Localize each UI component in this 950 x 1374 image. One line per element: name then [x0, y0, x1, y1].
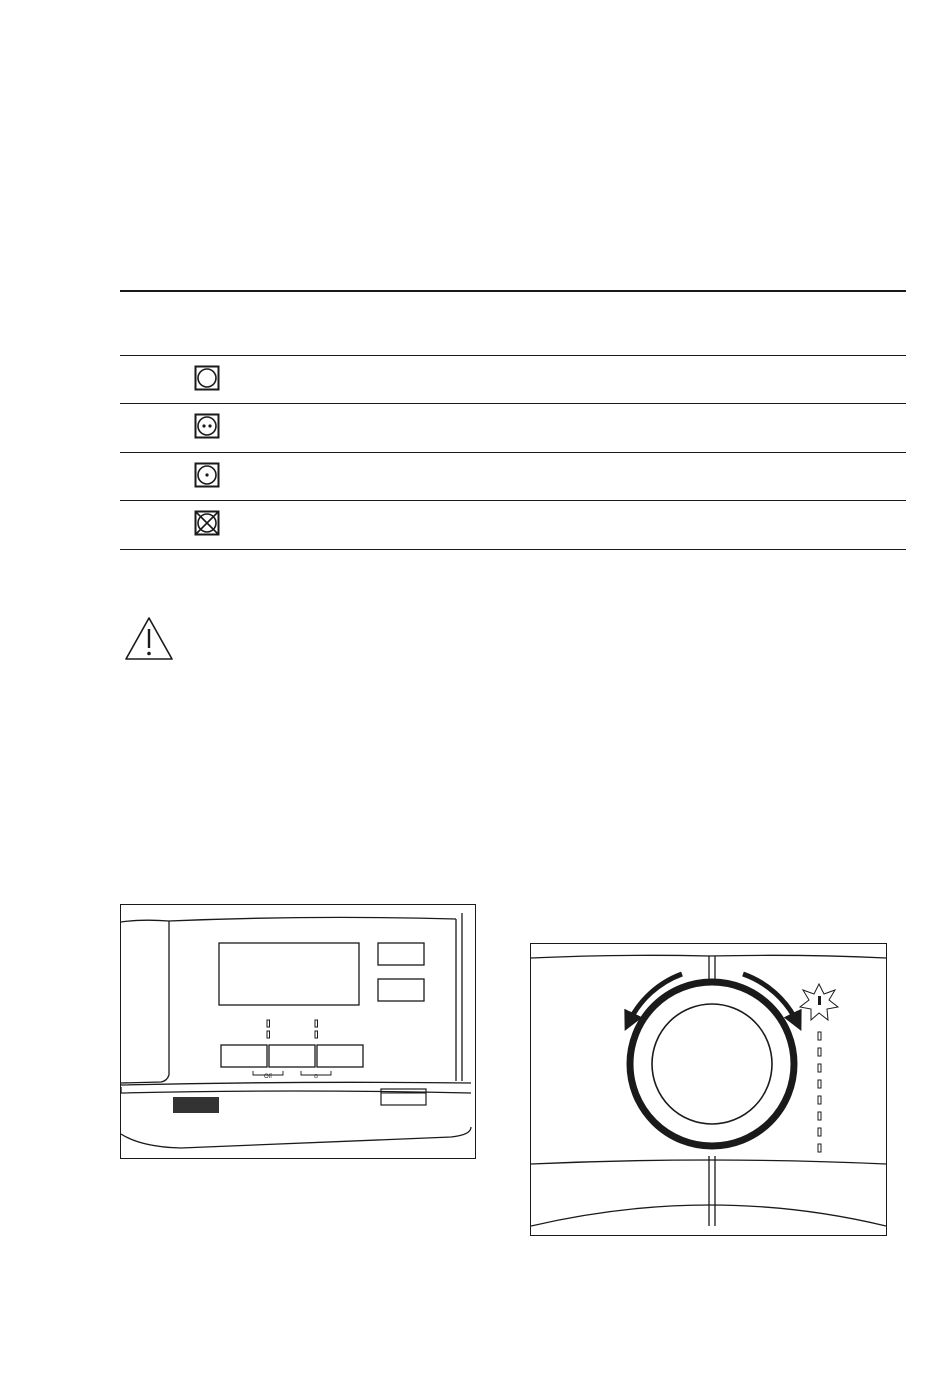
warning-triangle-icon: [124, 616, 174, 662]
table-row: [120, 403, 906, 451]
combo-label-lock: ⊙: [313, 1074, 319, 1080]
programme-dial-outer: [630, 982, 794, 1146]
tumble-dry-normal-icon: [194, 413, 220, 439]
tumble-dry-low-icon: [194, 462, 220, 488]
control-panel-figure: [120, 904, 476, 1159]
table-row: [120, 500, 906, 548]
table-header: [120, 292, 906, 355]
table-row: [120, 452, 906, 500]
option-button-lower: [378, 979, 424, 1001]
option-button-upper: [378, 943, 424, 965]
door-handle: [173, 1097, 219, 1113]
panel-button-1: [221, 1045, 267, 1067]
programme-dial-inner: [652, 1004, 772, 1124]
combo-label-off: Off: [264, 1074, 272, 1080]
control-panel-drawing: [121, 905, 475, 1158]
table-bottom-rule: [120, 549, 906, 550]
panel-button-3: [317, 1045, 363, 1067]
programme-dial-figure: [530, 943, 887, 1236]
display-screen: [219, 943, 359, 1005]
table-row: [120, 355, 906, 403]
do-not-tumble-dry-icon: [194, 510, 220, 536]
tumble-dry-icon: [194, 365, 220, 391]
rotate-right-arrow: [743, 974, 797, 1022]
rotate-left-arrow: [629, 974, 682, 1022]
panel-button-2: [269, 1045, 315, 1067]
programme-dial-drawing: [531, 944, 886, 1235]
